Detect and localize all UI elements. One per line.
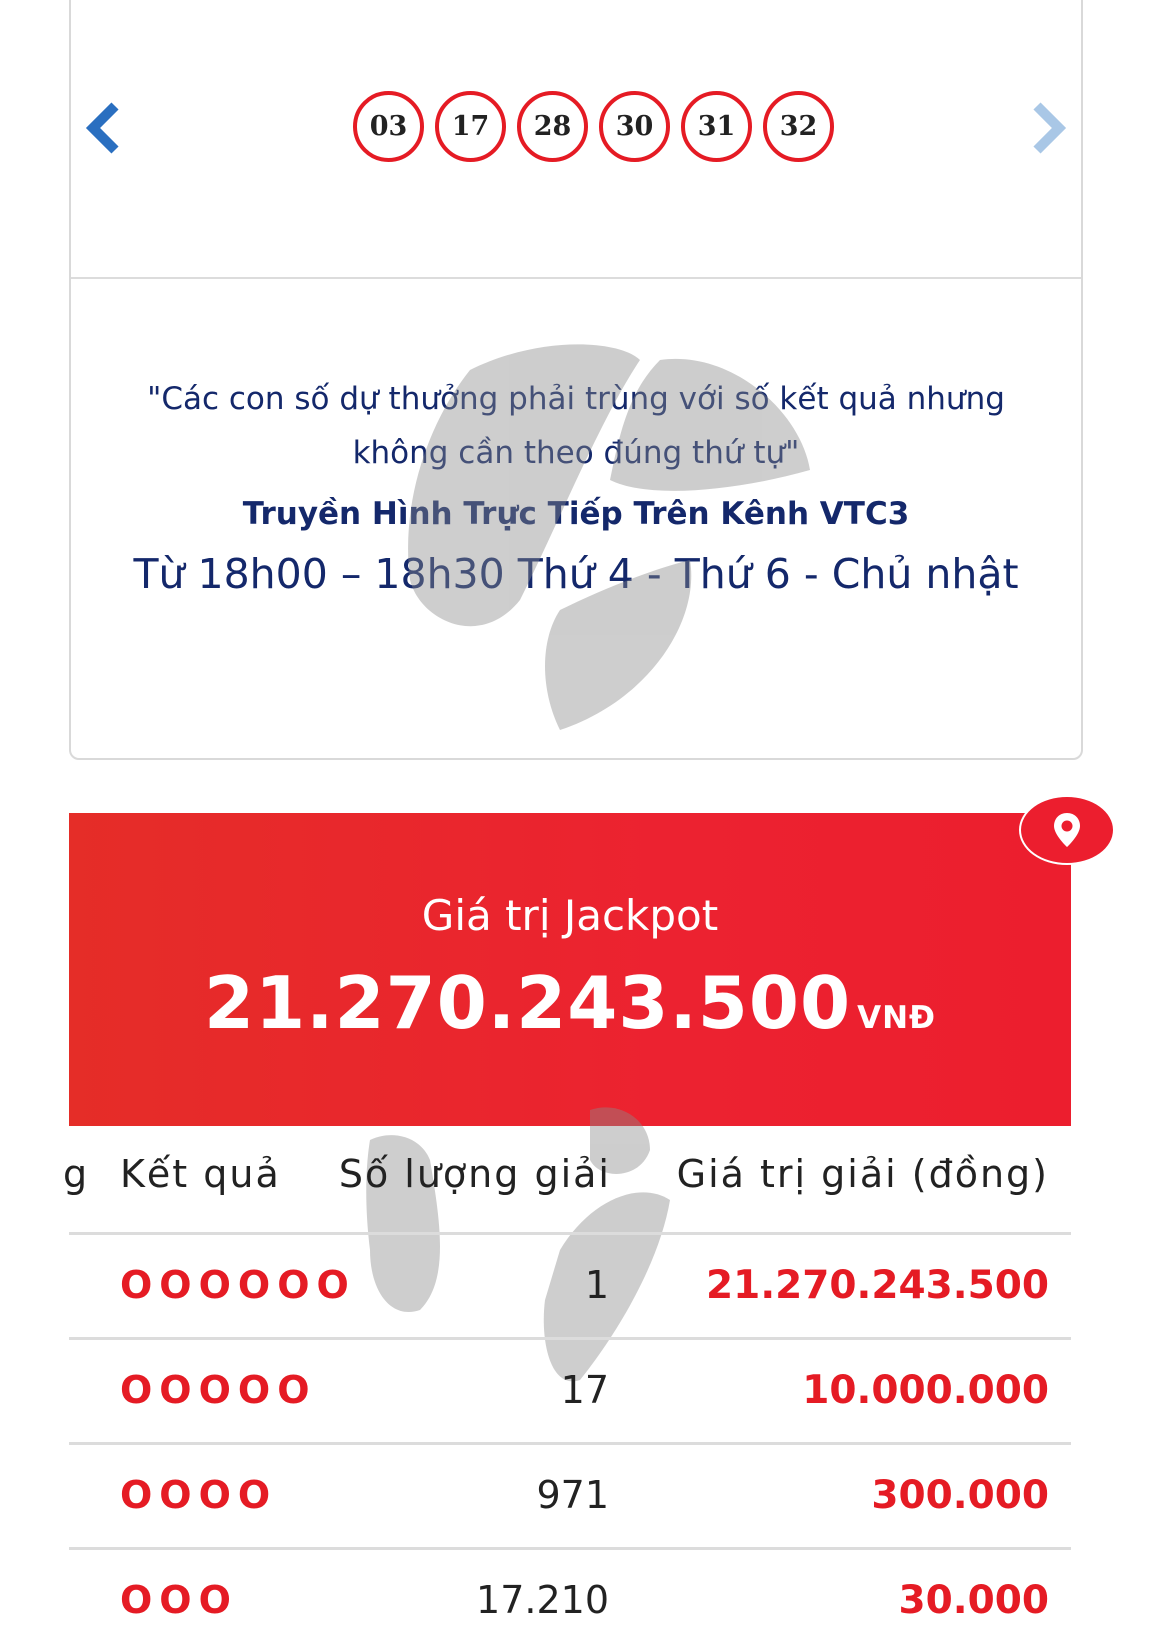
row-count: 17: [560, 1368, 609, 1412]
prize-table: [63, 1128, 1071, 1652]
number-ball: 32: [763, 91, 834, 162]
next-arrow-button[interactable]: [1029, 100, 1069, 156]
header-result: Kết quả: [120, 1152, 281, 1196]
rules-quote: "Các con số dự thưởng phải trùng với số kết quả nhưng không cần theo đúng thứ tự": [147, 381, 1005, 471]
row-count: 1: [584, 1263, 609, 1307]
number-ball: 03: [353, 91, 424, 162]
draw-info: [71, 372, 1081, 598]
location-button[interactable]: [1019, 795, 1115, 865]
jackpot-banner: [69, 813, 1071, 1126]
winning-numbers: [353, 91, 834, 162]
table-row: [69, 1442, 1071, 1547]
jackpot-amount: [69, 961, 1071, 1045]
row-count: 17.210: [476, 1578, 609, 1622]
table-header: [63, 1128, 1071, 1232]
card-divider: [71, 277, 1081, 279]
jackpot-label: Giá trị Jackpot: [421, 891, 719, 940]
header-cut-off: g: [63, 1152, 90, 1196]
broadcast-channel: Truyền Hình Trực Tiếp Trên Kênh VTC3: [242, 496, 910, 532]
jackpot-unit: VNĐ: [857, 1000, 937, 1036]
jackpot-value: 21.270.243.500: [203, 961, 852, 1045]
table-row: [69, 1232, 1071, 1337]
row-result: OOOOO: [120, 1368, 317, 1412]
row-value: 300.000: [871, 1473, 1049, 1518]
number-ball: 28: [517, 91, 588, 162]
number-ball: 30: [599, 91, 670, 162]
map-pin-icon: [1052, 811, 1082, 849]
chevron-left-icon: [83, 100, 123, 156]
row-value: 21.270.243.500: [706, 1263, 1049, 1308]
table-row: [69, 1337, 1071, 1442]
result-card: [69, 0, 1083, 760]
row-result: OOOO: [120, 1473, 278, 1517]
chevron-right-icon: [1029, 100, 1069, 156]
row-result: OOOOOO: [120, 1263, 356, 1307]
table-row: [69, 1547, 1071, 1652]
header-value: Giá trị giải (đồng): [676, 1152, 1049, 1196]
header-count: Số lượng giải: [338, 1152, 611, 1196]
row-value: 30.000: [898, 1578, 1049, 1623]
row-count: 971: [536, 1473, 609, 1517]
number-ball: 17: [435, 91, 506, 162]
prev-arrow-button[interactable]: [83, 100, 123, 156]
row-value: 10.000.000: [802, 1368, 1049, 1413]
number-ball: 31: [681, 91, 752, 162]
draw-schedule: Từ 18h00 – 18h30 Thứ 4 - Thứ 6 - Chủ nhật: [133, 550, 1019, 598]
row-result: OOO: [120, 1578, 238, 1622]
